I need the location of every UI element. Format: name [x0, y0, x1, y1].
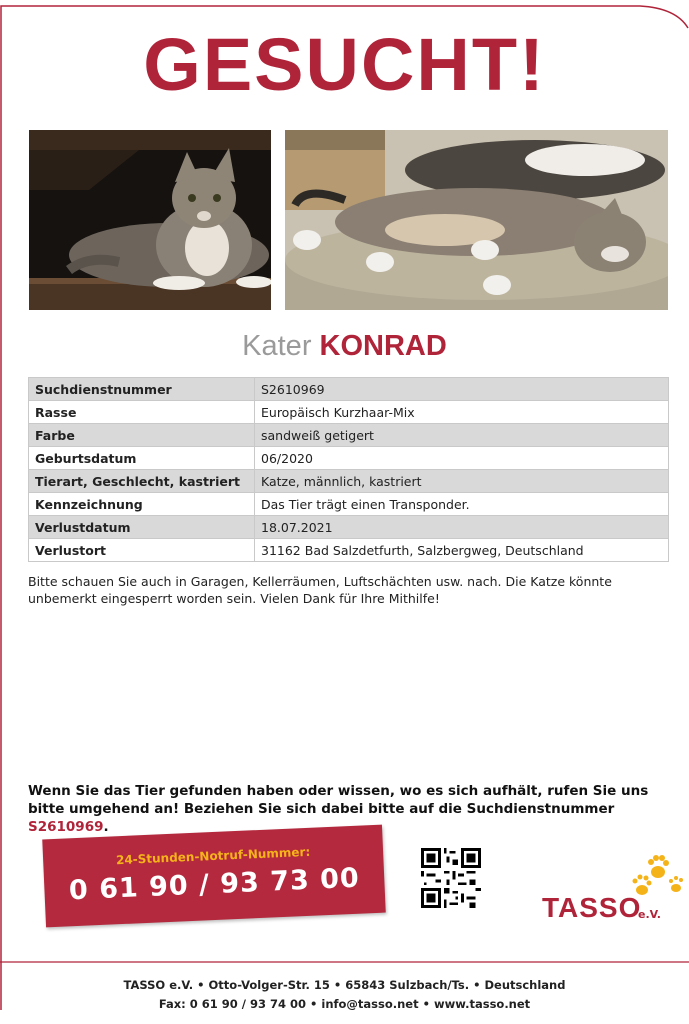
tasso-logo: [540, 850, 688, 930]
logo-name: TASSO: [542, 892, 642, 923]
row-value: 18.07.2021: [255, 516, 669, 539]
animal-name: [0, 330, 689, 363]
logo-suffix: e.V.: [638, 908, 661, 921]
animal-name-value: KONRAD: [319, 330, 447, 362]
call-number: S2610969: [28, 819, 104, 835]
row-label: Rasse: [29, 401, 255, 424]
call-end: .: [103, 819, 109, 835]
row-label: Farbe: [29, 424, 255, 447]
call-text: Wenn Sie das Tier gefunden haben oder wissen, wo es sich aufhält, rufen Sie uns bitte umgehend an! Beziehen Sie sich dabei bitte auf die Suchdienstnummer: [28, 783, 649, 817]
footer-address: TASSO e.V. • Otto-Volger-Str. 15 • 65843 Sulzbach/Ts. • Deutschland: [123, 978, 566, 992]
row-label: Suchdienstnummer: [29, 378, 255, 401]
footer: [0, 976, 689, 1014]
qr-code-icon[interactable]: [421, 848, 481, 908]
row-label: Verlustort: [29, 539, 255, 562]
table-row: [29, 401, 669, 424]
row-value: sandweiß getigert: [255, 424, 669, 447]
search-note: Bitte schauen Sie auch in Garagen, Kellerräumen, Luftschächten usw. nach. Die Katze könnte unbemerkt eingesperrt worden sein. Vielen Dank für Ihre Mithilfe!: [28, 574, 612, 606]
table-row: [29, 424, 669, 447]
table-row: [29, 539, 669, 562]
row-value: Katze, männlich, kastriert: [255, 470, 669, 493]
table-row: [29, 493, 669, 516]
row-value: 31162 Bad Salzdetfurth, Salzbergweg, Deutschland: [255, 539, 669, 562]
row-value: 06/2020: [255, 447, 669, 470]
hotline-number[interactable]: 0 61 90 / 93 73 00: [68, 862, 361, 907]
table-row: [29, 447, 669, 470]
table-row: [29, 470, 669, 493]
footer-contact: Fax: 0 61 90 / 93 74 00 • info@tasso.net • www.tasso.net: [158, 997, 531, 1011]
row-value: Europäisch Kurzhaar-Mix: [255, 401, 669, 424]
row-label: Geburtsdatum: [29, 447, 255, 470]
table-row: [29, 516, 669, 539]
row-label: Tierart, Geschlecht, kastriert: [29, 470, 255, 493]
row-label: Verlustdatum: [29, 516, 255, 539]
animal-prefix: Kater: [242, 330, 312, 362]
row-value: S2610969: [255, 378, 669, 401]
page-title: GESUCHT!: [143, 23, 546, 106]
table-row: [29, 378, 669, 401]
hotline-banner: [42, 825, 386, 928]
hotline-label: 24-Stunden-Notruf-Nummer:: [115, 844, 311, 868]
row-label: Kennzeichnung: [29, 493, 255, 516]
details-table: [28, 377, 669, 562]
row-value: Das Tier trägt einen Transponder.: [255, 493, 669, 516]
cat-photo-lying: [285, 130, 668, 310]
cat-photo-sitting: [29, 130, 271, 310]
